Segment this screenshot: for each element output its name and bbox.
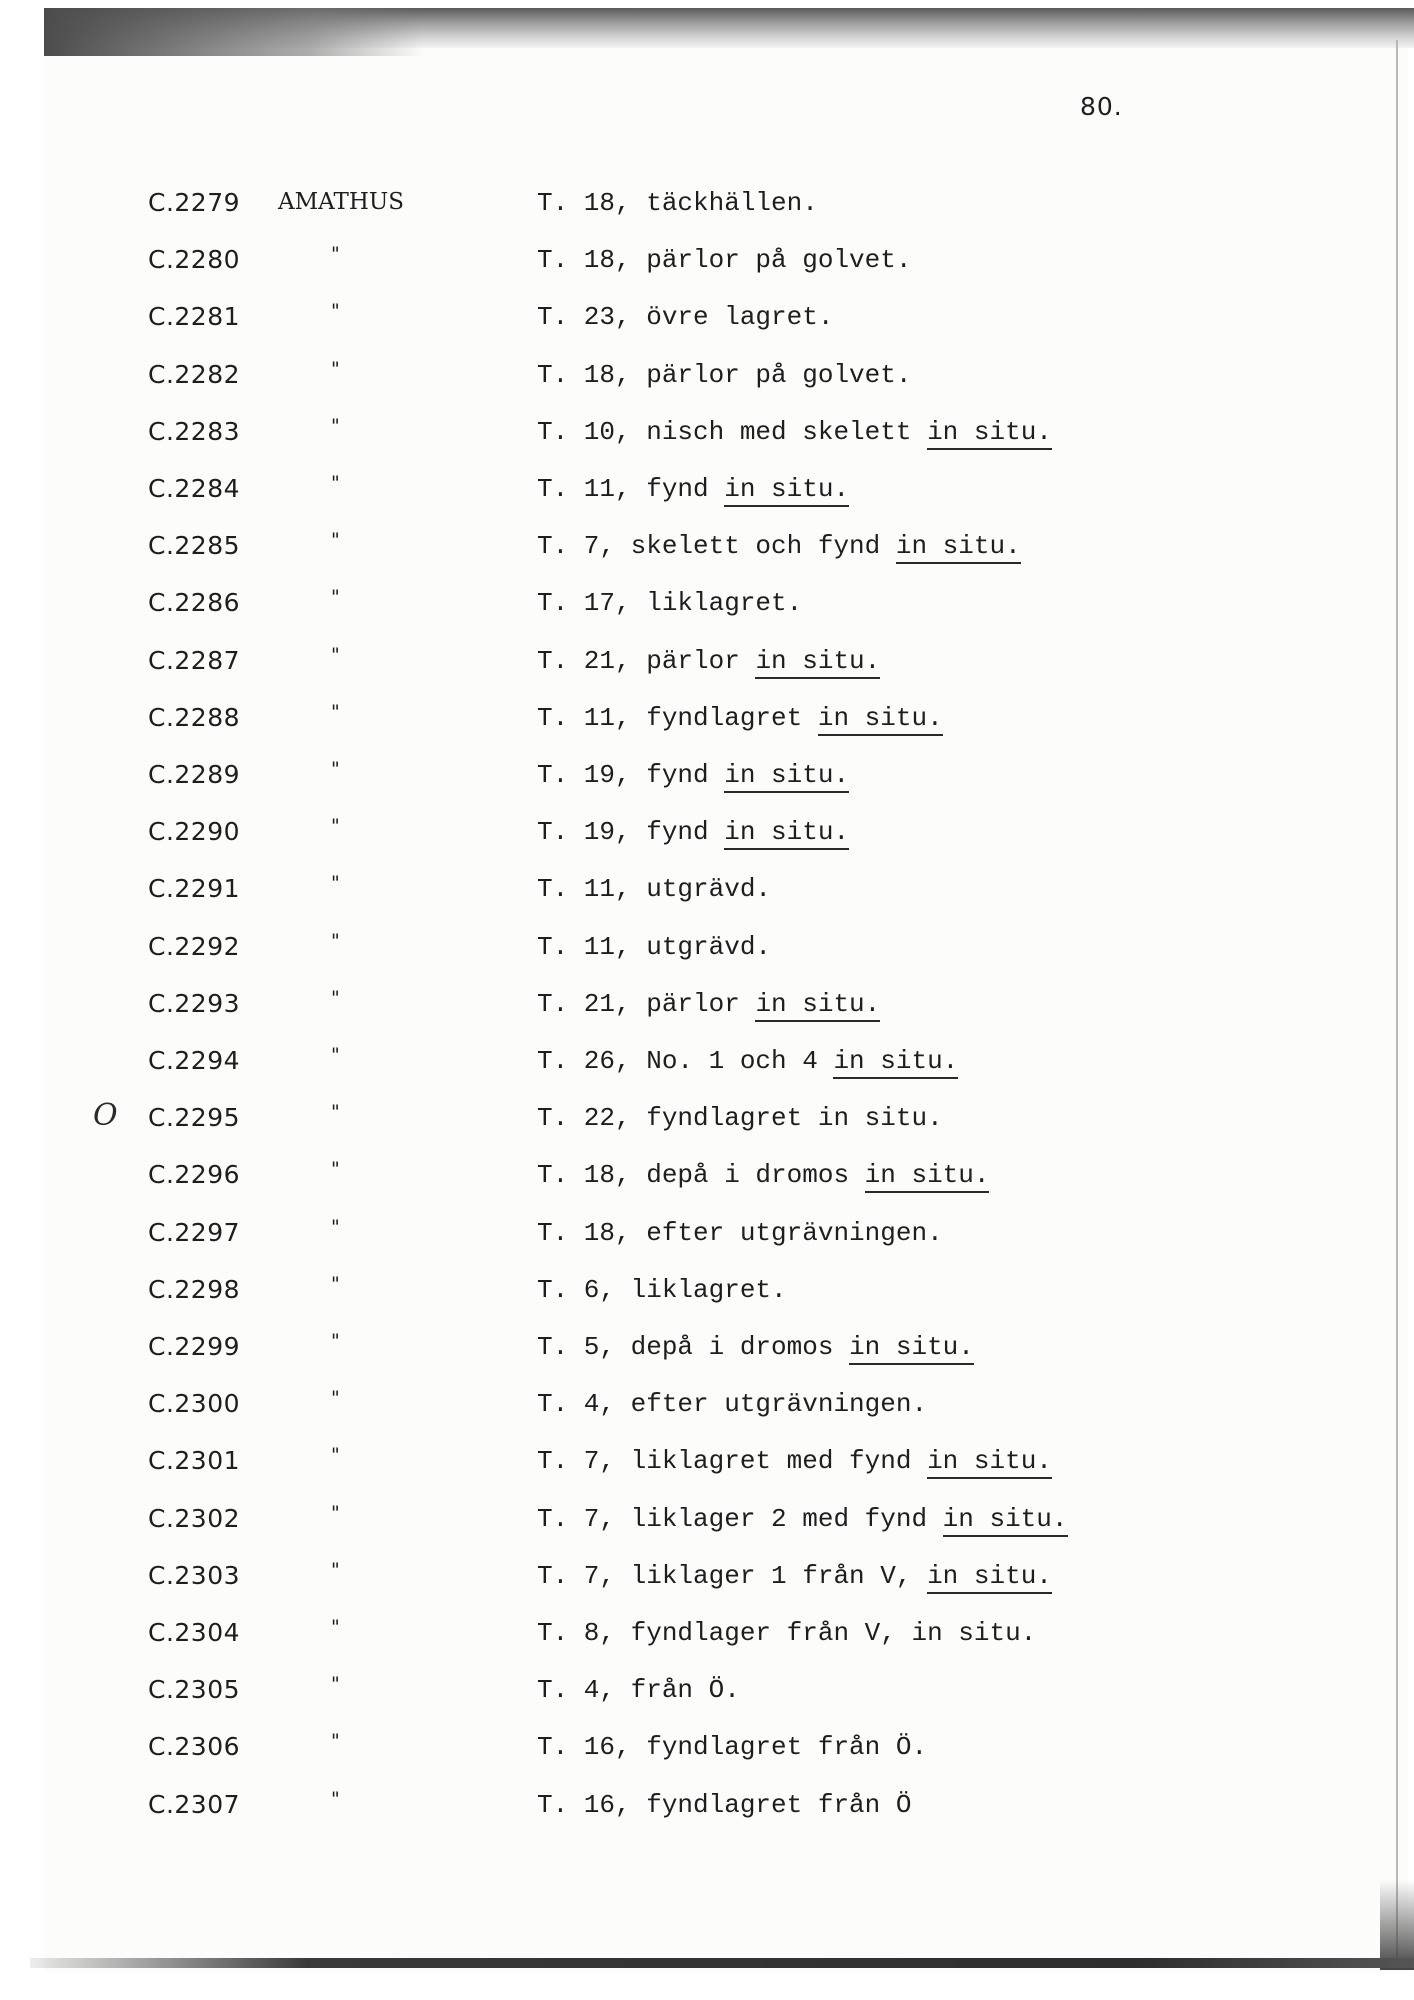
ditto-mark: " — [331, 300, 341, 323]
description-text: T. 22, fyndlagret in situ. — [537, 1103, 943, 1134]
catalog-number: C.2307 — [148, 1789, 241, 1819]
description-text: T. 23, övre lagret. — [537, 302, 834, 333]
find-description — [537, 360, 911, 390]
catalog-entry — [0, 1618, 1414, 1658]
find-description — [537, 760, 849, 790]
underlined-in-situ: in situ. — [849, 1332, 974, 1365]
ditto-mark: " — [331, 1215, 341, 1238]
catalog-entry — [0, 643, 1414, 686]
underlined-in-situ: in situ. — [755, 646, 880, 679]
catalog-number: C.2290 — [148, 817, 241, 847]
catalog-number: C.2301 — [148, 1446, 241, 1476]
catalog-number: C.2305 — [148, 1675, 241, 1705]
ditto-mark: " — [331, 1101, 341, 1124]
catalog-entry — [0, 1160, 1414, 1200]
catalog-entry — [0, 817, 1414, 857]
ditto-mark: " — [331, 643, 341, 666]
catalog-entry — [0, 188, 1414, 228]
ditto-mark: " — [331, 1730, 341, 1753]
catalog-number: C.2294 — [148, 1046, 241, 1075]
underlined-in-situ: in situ. — [927, 1446, 1052, 1479]
ditto-mark: " — [331, 1272, 341, 1295]
catalog-entry — [0, 1675, 1414, 1715]
find-description — [537, 932, 771, 962]
catalog-entry — [0, 1103, 1414, 1143]
description-text: T. 19, fynd — [537, 817, 725, 848]
catalog-entry — [0, 760, 1414, 800]
page-number: 80. — [1080, 92, 1123, 121]
description-text: T. 6, liklagret. — [537, 1274, 787, 1305]
catalog-entry — [0, 1332, 1414, 1372]
underlined-in-situ: in situ. — [865, 1160, 990, 1193]
description-text: T. 7, skelett och fynd — [537, 531, 896, 562]
description-text: T. 11, fynd — [537, 474, 725, 504]
description-text: T. 18, depå i dromos — [537, 1160, 865, 1191]
catalog-entry — [0, 1787, 1414, 1830]
ditto-mark: " — [331, 529, 341, 552]
ditto-mark: " — [331, 1501, 341, 1524]
catalog-number: C.2296 — [148, 1160, 241, 1190]
description-text: T. 18, pärlor på golvet. — [537, 245, 912, 276]
catalog-number: C.2284 — [148, 474, 241, 503]
description-text: T. 16, fyndlagret från Ö. — [537, 1732, 928, 1763]
description-text: T. 17, liklagret. — [537, 588, 803, 619]
ditto-mark: " — [331, 1616, 341, 1638]
ditto-mark: " — [331, 1673, 341, 1696]
catalog-number: C.2285 — [148, 531, 241, 561]
underlined-in-situ: in situ. — [943, 1504, 1068, 1537]
ditto-mark: " — [331, 243, 341, 266]
catalog-entry — [0, 302, 1414, 342]
underlined-in-situ: in situ. — [896, 531, 1021, 564]
catalog-entry — [0, 245, 1414, 285]
ditto-mark: " — [331, 586, 341, 609]
find-description — [537, 474, 849, 504]
description-text: T. 11, utgrävd. — [537, 874, 772, 905]
catalog-number: C.2293 — [148, 988, 241, 1018]
find-description — [537, 703, 943, 733]
catalog-entry — [0, 929, 1414, 972]
find-description — [537, 1389, 927, 1419]
description-text: T. 18, täckhällen. — [537, 188, 818, 218]
find-description — [537, 1790, 911, 1820]
find-description — [537, 245, 911, 275]
find-description — [537, 588, 802, 618]
catalog-number: C.2283 — [148, 416, 241, 446]
catalog-entry — [0, 1446, 1414, 1486]
ditto-mark: " — [331, 357, 341, 380]
ditto-mark: " — [331, 700, 341, 723]
find-description — [537, 1446, 1052, 1476]
ditto-mark: " — [331, 986, 341, 1009]
find-description — [537, 1103, 943, 1133]
catalog-number: C.2282 — [148, 359, 241, 389]
underlined-in-situ: in situ. — [833, 1046, 958, 1079]
catalog-number: C.2286 — [148, 588, 241, 618]
catalog-number: C.2295 — [148, 1103, 241, 1133]
find-description — [537, 874, 771, 904]
description-text: T. 8, fyndlager från V, in situ. — [537, 1618, 1037, 1648]
find-description — [537, 646, 880, 676]
ditto-mark: " — [331, 1387, 341, 1410]
catalog-number: C.2291 — [148, 874, 241, 904]
catalog-number: C.2281 — [148, 302, 241, 332]
catalog-number: C.2288 — [148, 702, 241, 732]
catalog-number: C.2300 — [148, 1389, 241, 1419]
find-description — [537, 1561, 1052, 1591]
site-name: AMATHUS — [278, 189, 405, 215]
underlined-in-situ: in situ. — [755, 989, 880, 1022]
underlined-in-situ: in situ. — [927, 417, 1052, 450]
ditto-mark: " — [331, 1330, 341, 1352]
description-text: T. 26, No. 1 och 4 — [537, 1046, 834, 1076]
catalog-entry — [0, 1389, 1414, 1429]
catalog-number: C.2298 — [148, 1274, 241, 1304]
find-description — [537, 1504, 1068, 1534]
ditto-mark: " — [331, 414, 341, 437]
description-text: T. 4, från Ö. — [537, 1675, 740, 1706]
margin-annotation: O — [93, 1098, 118, 1133]
ditto-mark: " — [331, 1787, 341, 1810]
description-text: T. 4, efter utgrävningen. — [537, 1389, 928, 1420]
catalog-entry — [0, 874, 1414, 914]
find-description — [537, 1732, 927, 1762]
description-text: T. 5, depå i dromos — [537, 1332, 850, 1362]
description-text: T. 19, fynd — [537, 760, 725, 790]
catalog-number: C.2292 — [148, 931, 241, 961]
find-description — [537, 188, 818, 218]
find-description — [537, 1618, 1036, 1648]
catalog-entry — [0, 700, 1414, 743]
catalog-number: C.2304 — [148, 1618, 241, 1647]
description-text: T. 18, pärlor på golvet. — [537, 359, 912, 390]
catalog-entry — [0, 1501, 1414, 1544]
description-text: T. 7, liklagret med fynd — [537, 1446, 928, 1477]
find-description — [537, 1275, 787, 1305]
catalog-entry — [0, 531, 1414, 571]
catalog-number: C.2306 — [148, 1732, 241, 1762]
catalog-number: C.2297 — [148, 1217, 241, 1247]
catalog-number: C.2280 — [148, 245, 241, 275]
find-description — [537, 1332, 974, 1362]
underlined-in-situ: in situ. — [724, 817, 849, 850]
catalog-number: C.2303 — [148, 1560, 241, 1590]
underlined-in-situ: in situ. — [724, 760, 849, 793]
catalog-entry — [0, 1215, 1414, 1258]
find-description — [537, 817, 849, 847]
catalog-entry — [0, 986, 1414, 1029]
find-description — [537, 989, 880, 1019]
description-text: T. 7, liklager 1 från V, — [537, 1560, 928, 1591]
find-description — [537, 1160, 989, 1190]
catalog-number: C.2289 — [148, 760, 241, 789]
catalog-entry — [0, 588, 1414, 628]
find-description — [537, 531, 1021, 561]
catalog-entry — [0, 1272, 1414, 1315]
description-text: T. 21, pärlor — [537, 645, 756, 676]
description-text: T. 21, pärlor — [537, 988, 756, 1019]
find-description — [537, 417, 1052, 447]
ditto-mark: " — [331, 929, 341, 952]
catalog-entry — [0, 414, 1414, 457]
find-description — [537, 302, 833, 332]
underlined-in-situ: in situ. — [724, 474, 849, 507]
catalog-entry — [0, 474, 1414, 514]
underlined-in-situ: in situ. — [927, 1561, 1052, 1594]
ditto-mark: " — [331, 872, 341, 895]
ditto-mark: " — [331, 1044, 341, 1066]
ditto-mark: " — [331, 1444, 341, 1467]
description-text: T. 16, fyndlagret från Ö — [537, 1789, 912, 1820]
catalog-entry — [0, 1732, 1414, 1772]
ditto-mark: " — [331, 1558, 341, 1581]
find-description — [537, 1046, 958, 1076]
description-text: T. 11, fyndlagret — [537, 702, 818, 733]
catalog-entry — [0, 1558, 1414, 1601]
catalog-entry — [0, 357, 1414, 400]
description-text: T. 11, utgrävd. — [537, 931, 772, 962]
find-description — [537, 1675, 740, 1705]
description-text: T. 10, nisch med skelett — [537, 416, 928, 447]
catalog-number: C.2279 — [148, 188, 241, 217]
catalog-number: C.2299 — [148, 1332, 241, 1361]
ditto-mark: " — [331, 472, 341, 494]
catalog-number: C.2287 — [148, 645, 241, 675]
find-description — [537, 1218, 943, 1248]
underlined-in-situ: in situ. — [818, 703, 943, 736]
catalog-number: C.2302 — [148, 1503, 241, 1533]
ditto-mark: " — [331, 1158, 341, 1181]
ditto-mark: " — [331, 758, 341, 780]
description-text: T. 18, efter utgrävningen. — [537, 1217, 943, 1248]
catalog-entry — [0, 1046, 1414, 1086]
ditto-mark: " — [331, 815, 341, 838]
description-text: T. 7, liklager 2 med fynd — [537, 1503, 943, 1534]
